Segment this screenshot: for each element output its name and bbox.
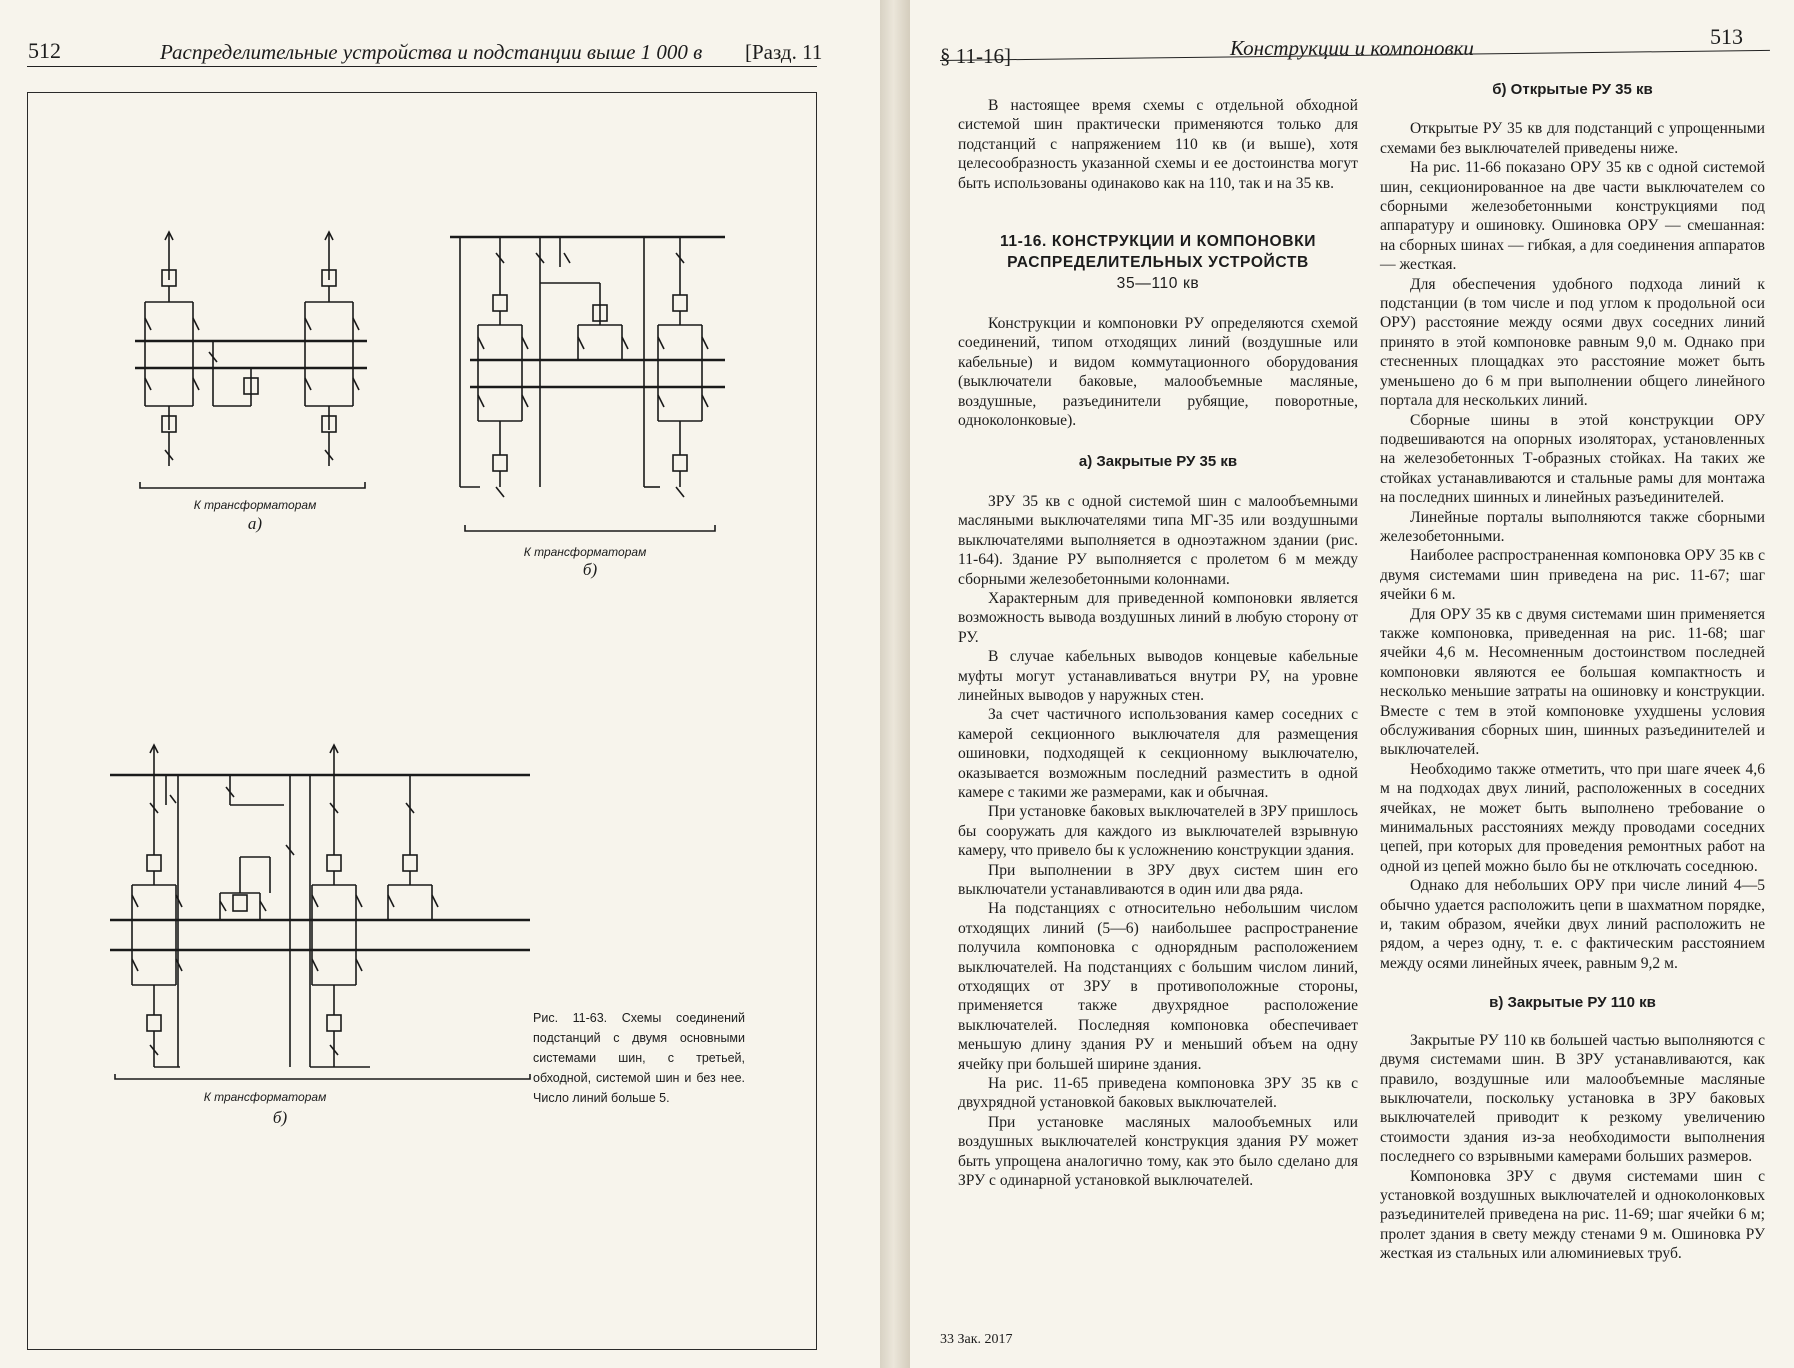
- page-number-left: 512: [28, 38, 61, 63]
- paragraph: Сборные шины в этой конструкции ОРУ подвешиваются на опорных изоляторах, установленных на железобетонных Т-образных стойках. На таких же стойках устанавливаются и стальные рамы для монтажа на последних шинных и линейных разъединителей.: [1380, 411, 1765, 507]
- subheading-closed-ru-35: а) Закрытые РУ 35 кв: [1078, 453, 1238, 471]
- paragraph: Открытые РУ 35 кв для подстанций с упрощенными схемами без выключателей приведены ниже.: [1380, 120, 1765, 157]
- left-page: [0, 0, 880, 1368]
- section-ref-right: § 11-16]: [940, 44, 1011, 68]
- paragraph: Конструкции и компоновки РУ определяются схемой соединений, типом отходящих линий (воздушные или кабельные) и видом коммутационного оборудования (выключатели баковые, малообъемные масляные, воздушные, разъединители рубящие, поворотные, одноколонковые).: [958, 315, 1358, 430]
- paragraph: При установке баковых выключателей в ЗРУ пришлось бы сооружать для каждого из выключателей взрывную камеру, что привело бы к усложнению конструкции здания.: [958, 803, 1358, 860]
- paragraph: Для обеспечения удобного подхода линий к подстанции (в том числе и под углом к продольной оси ОРУ) расстояние между осями двух соседних линий принято в этой компоновке равным 9,0 м. Однако при стесненных площадках это расстояние может быть уменьшено до 6 м при выполнении общего линейного портала для нескольких линий.: [1380, 275, 1765, 410]
- text-column-left: [958, 96, 1358, 1191]
- running-title-left: Распределительные устройства и подстанции выше 1 000 в: [160, 40, 703, 64]
- paragraph: Необходимо также отметить, что при шаге ячеек 4,6 м на подходах двух линий, расположенных в соседних ячейках, не может быть выполнено требование о минимальных расстояниях между проводами соседних цепей, при которых для проведения ремонтных работ на одной из цепей можно было бы не отключать соседнюю.: [1380, 760, 1765, 875]
- paragraph: При выполнении в ЗРУ двух систем шин его выключатели устанавливаются в один или два ряда.: [958, 861, 1358, 898]
- intro-paragraph: В настоящее время схемы с отдельной обходной системой шин практически применяются только для подстанций с напряжением 110 кв (и выше), хотя целесообразность указанной схемы и ее достоинства могут быть использованы одинаково как на 110, так и на 35 кв.: [958, 97, 1358, 192]
- book-gutter: [880, 0, 910, 1368]
- schematic-diagram-b: [450, 225, 740, 535]
- paragraph: Закрытые РУ 110 кв большей частью выполняются с двумя системами шин. В ЗРУ устанавливаются, как правило, воздушные или малообъемные масляные выключатели, поскольку установка в ЗРУ баковых выключателей приводит к резкому увеличению стоимости здания из-за необходимости выполнения последнего со взрывными камерами больших размеров.: [1380, 1031, 1765, 1166]
- paragraph: На подстанциях с относительно небольшим числом отходящих линий (5—6) наибольшее распространение получила компоновка с однорядным расположением выключателей. На подстанциях с большим числом линий, отходящих от ЗРУ в противоположные стороны, применяется также двухрядное расположение выключателей. Последняя компоновка обеспечивает меньшую длину здания РУ и меньший объем на одну ячейку при большей ширине здания.: [958, 900, 1358, 1073]
- left-page-header: [0, 38, 880, 66]
- schematic-diagram-a: [135, 228, 375, 478]
- section-heading-line-1: 11-16. КОНСТРУКЦИИ И КОМПОНОВКИ: [999, 233, 1317, 251]
- paragraph: В случае кабельных выводов концевые кабельные муфты могут устанавливаться внутри РУ, на уровне линейных выводов у наружных стен.: [958, 648, 1358, 704]
- paragraph: На рис. 11-66 показано ОРУ 35 кв с одной системой шин, секционированное на две части выключателем со сборными железобетонными конструкциями под аппаратуру и ошиновку. Ошиновка ОРУ — смешанная: на сборных шинах — гибкая, а для соединения аппаратов — жесткая.: [1380, 159, 1765, 274]
- paragraph: Для ОРУ 35 кв с двумя системами шин применяется также компоновка, приведенная на рис. 11-68; шаг ячейки 4,6 м. Несомненным достоинством последней компоновки являются ее большая компактность и несколько меньшие затраты на ошиновку и конструкции. Вместе с тем в этой компоновке ухудшены условия обслуживания сборных шин, шинных разъединителей и выключателей.: [1380, 605, 1765, 759]
- paragraph: Линейные порталы выполняются также сборными железобетонными.: [1380, 508, 1765, 545]
- paragraph: Компоновка ЗРУ с двумя системами шин с установкой воздушных выключателей и одноколонковых разъединителей приведена на рис. 11-69; шаг ячейки 6 м; пролет здания в свету между стенами 9 м. Ошиновка РУ жесткая из стальных или алюминиевых труб.: [1380, 1167, 1765, 1263]
- header-rule-left: [27, 66, 817, 67]
- text-column-right: [1380, 80, 1765, 1264]
- diagram-a-label: а): [247, 514, 263, 533]
- subheading-open-ru-35: б) Открытые РУ 35 кв: [1492, 81, 1653, 98]
- printer-signature: 33 Зак. 2017: [940, 1332, 1013, 1347]
- diagram-a-caption: К трансформаторам: [193, 498, 317, 512]
- diagram-b-caption: К трансформаторам: [523, 545, 647, 559]
- paragraph: На рис. 11-65 приведена компоновка ЗРУ 35 кв с двухрядной установкой баковых выключателей.: [958, 1075, 1358, 1112]
- paragraph: При установке масляных малообъемных или воздушных выключателей конструкция здания РУ может быть упрощена аналогично тому, как это было сделано для ЗРУ с одинарной установкой выключателей.: [958, 1113, 1358, 1190]
- paragraph: ЗРУ 35 кв с одной системой шин с малообъемными масляными выключателями типа МГ-35 или воздушными выключателями выполняется в одноэтажном здании (рис. 11-64). Здание РУ выполняется с пролетом 6 м между сборными железобетонными колоннами.: [958, 492, 1358, 588]
- diagram-c-caption: К трансформаторам: [203, 1090, 327, 1104]
- paragraph: Однако для небольших ОРУ при числе линий 4—5 обычно удается расположить цепи в шахматном порядке, и, таким образом, ячейки двух линий расположить не рядом, а через одну, т. е. с фактическим расстоянием между осями линейных ячеек, равным 9,2 м.: [1380, 877, 1765, 972]
- page-number-right: 513: [1710, 24, 1743, 49]
- section-heading-line-3: 35—110 кв: [1116, 275, 1200, 293]
- figure-caption: Рис. 11-63. Схемы соединений подстанций с двумя основными системами шин, с третьей, обходной, системой шин и без нее. Число линий больше 5.: [533, 1011, 745, 1105]
- schematic-diagram-c: [110, 745, 540, 1085]
- paragraph: Наиболее распространенная компоновка ОРУ 35 кв с двумя системами шин приведена на рис. 11-67; шаг ячейки 6 м.: [1380, 547, 1765, 604]
- paragraph: Характерным для приведенной компоновки является возможность вывода воздушных линий в любую сторону от РУ.: [958, 589, 1358, 646]
- paragraph: За счет частичного использования камер соседних с камерой секционного выключателя для размещения ошиновки, подходящей к секционному выключателю, оказывается возможным последний разместить в одной камере с такими же размерами, как и обычная.: [958, 706, 1358, 801]
- section-heading-line-2: РАСПРЕДЕЛИТЕЛЬНЫХ УСТРОЙСТВ: [1007, 254, 1309, 272]
- subheading-closed-ru-110: в) Закрытые РУ 110 кв: [1489, 994, 1656, 1012]
- diagram-c-label: б): [272, 1108, 288, 1127]
- section-ref-left: [Разд. 11: [745, 40, 823, 64]
- right-page: [910, 0, 1794, 1368]
- diagram-b-label: б): [582, 560, 598, 579]
- running-title-right: Конструкции и компоновки: [1230, 36, 1474, 60]
